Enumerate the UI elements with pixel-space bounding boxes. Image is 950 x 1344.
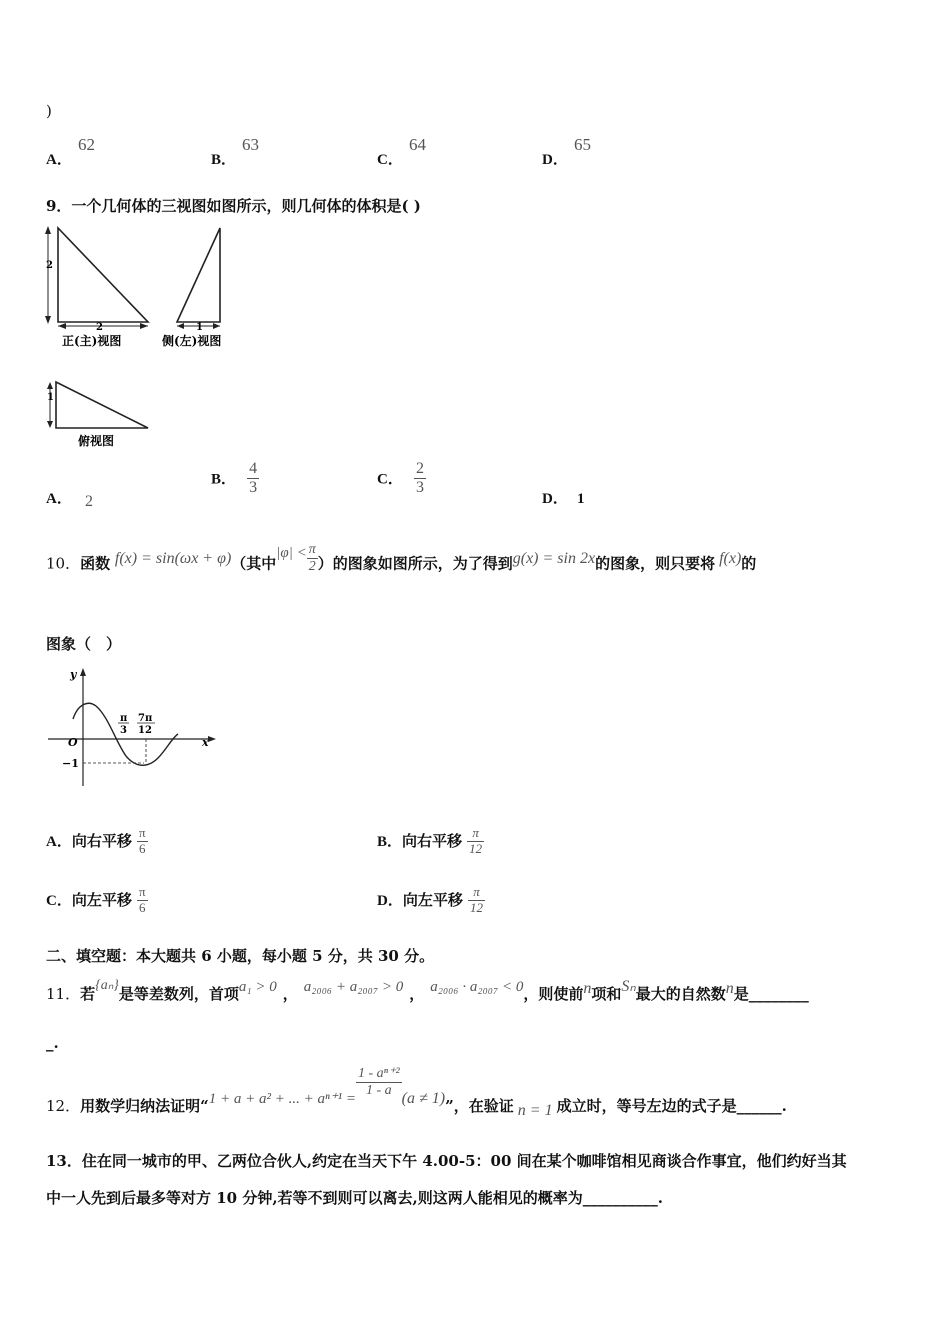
option-value: 1 <box>576 491 585 507</box>
fraction-denominator: 6 <box>138 899 146 915</box>
q11-text: 项和 <box>591 985 622 1003</box>
option-text: 向右平移 <box>71 831 132 850</box>
q11-n: n <box>583 980 592 997</box>
q8-option-d-value: 65 <box>574 135 591 154</box>
q12-lhs: 1 + a + a² + ... + aⁿ⁺¹ = <box>208 1090 356 1107</box>
q9-option-a <box>46 487 93 508</box>
fraction-denominator: 6 <box>138 840 146 856</box>
top-view <box>47 382 148 448</box>
fraction-numerator: π <box>138 884 146 899</box>
q11-number: 11． <box>46 985 81 1003</box>
option-text: 向左平移 <box>71 890 132 909</box>
section-2-heading: 二、填空题：本大题共 6 小题，每小题 5 分，共 30 分。 <box>46 947 435 965</box>
q8-closing-paren: ) <box>46 102 52 120</box>
q12-fraction <box>356 1066 402 1099</box>
q10-text: 的图象，则只要将 <box>595 554 716 573</box>
q11-stem-line2: _. <box>46 1034 59 1052</box>
q11-text: 最大的自然数 <box>635 985 726 1003</box>
q8-option-d <box>542 148 568 169</box>
q11-condition-1: a₁ > 0 <box>238 979 277 995</box>
option-fraction <box>137 885 148 916</box>
q10-f-expression: f(x) = sin(ωx + φ) <box>114 549 232 567</box>
option-fraction <box>467 826 484 857</box>
q8-option-a-value: 62 <box>78 135 95 154</box>
q10-f-short: f(x) <box>719 549 742 567</box>
option-label: A． <box>46 152 72 168</box>
fraction-denominator: 12 <box>469 840 483 856</box>
q8-option-c <box>377 148 403 169</box>
option-label: D． <box>542 491 568 507</box>
q11-sn: Sₙ <box>621 978 636 995</box>
origin-label: O <box>68 736 78 749</box>
q10-stem-line2: 图象（ ） <box>46 635 122 653</box>
fraction-denominator: 3 <box>249 479 258 497</box>
q11-separator: ， <box>282 985 298 1003</box>
y-axis-label: y <box>70 668 77 681</box>
q9-option-b <box>211 460 259 498</box>
q12-text: 用数学归纳法证明 <box>80 1096 201 1115</box>
q13-stem-line1: 13．住在同一城市的甲、乙两位合伙人,约定在当天下午 4.00-5：00 间在某个咖啡馆相见商谈合作事宜，他们约好当其 <box>46 1152 847 1170</box>
fraction-numerator: π <box>138 825 146 840</box>
option-label: A． <box>46 833 72 850</box>
q8-option-c-value: 64 <box>409 135 426 154</box>
fraction-numerator: 2 <box>414 460 426 479</box>
q10-text: 的 <box>741 554 757 573</box>
q8-option-b-value: 63 <box>242 135 259 154</box>
front-width-dim: 2 <box>96 322 103 333</box>
q10-number: 10． <box>46 554 81 573</box>
front-view <box>45 226 148 348</box>
option-label: C． <box>377 152 403 168</box>
fraction-denominator: 12 <box>469 899 483 915</box>
q8-option-b <box>211 148 236 169</box>
option-fraction <box>414 460 426 498</box>
option-fraction <box>137 826 148 857</box>
q10-text: 函数 <box>80 554 111 573</box>
tick2-denominator: 12 <box>138 725 152 736</box>
q12-condition: (a ≠ 1) <box>401 1089 446 1107</box>
q10-text: ）的图象如图所示，为了得到 <box>317 554 513 573</box>
q11-text: 是等差数列，首项 <box>118 985 239 1003</box>
q10-g-expression: g(x) = sin 2x <box>512 549 596 567</box>
option-label: B． <box>211 471 237 488</box>
q13-stem-line2: 中一人先到后最多等对方 10 分钟,若等不到则可以离去,则这两人能相见的概率为__________. <box>46 1189 663 1207</box>
option-label: A． <box>46 491 72 507</box>
option-label: D． <box>542 152 568 168</box>
q9-option-d <box>542 487 584 508</box>
q10-stem-line1 <box>46 542 757 581</box>
option-text: 向右平移 <box>402 831 463 850</box>
q10-option-a <box>46 826 148 857</box>
option-text: 向左平移 <box>402 890 463 909</box>
q11-sequence: {aₙ} <box>95 978 119 993</box>
side-view <box>161 228 221 348</box>
q10-text: （其中 <box>231 554 277 573</box>
neg-one-label: −1 <box>62 757 79 770</box>
q12-quote-close: ” <box>445 1096 454 1115</box>
option-label: B． <box>211 152 237 168</box>
q10-option-b <box>377 826 484 857</box>
top-height-dim: 1 <box>47 392 54 403</box>
q9-stem: 9．一个几何体的三视图如图所示，则几何体的体积是( ) <box>46 197 421 215</box>
q12-quote-open: “ <box>200 1096 209 1115</box>
front-height-dim: 2 <box>46 260 53 271</box>
q12-text: ，在验证 <box>453 1096 514 1115</box>
option-value: 2 <box>84 493 93 510</box>
option-fraction <box>247 460 259 498</box>
option-label: B． <box>377 833 403 850</box>
q9-three-views-figure <box>40 222 240 457</box>
q11-condition-3: a₂₀₀₆ · a₂₀₀₇ < 0 <box>430 979 524 995</box>
front-view-caption: 正(主)视图 <box>62 334 122 348</box>
q12-number: 12． <box>46 1096 81 1115</box>
option-label: D． <box>377 892 403 909</box>
q9-option-c <box>377 460 426 498</box>
q10-condition-lhs: |φ| < <box>276 544 307 561</box>
q10-option-c <box>46 885 148 916</box>
q10-option-d <box>377 885 485 916</box>
q12-n-equals-1: n = 1 <box>517 1101 553 1119</box>
q10-sine-graph <box>40 664 230 794</box>
q12-stem <box>46 1066 787 1119</box>
tick1-numerator: π <box>120 713 128 724</box>
q11-stem-line1 <box>46 978 809 1004</box>
x-axis-label: x <box>202 736 209 749</box>
q11-condition-2: a₂₀₀₆ + a₂₀₀₇ > 0 <box>303 979 404 995</box>
q11-text: ，则使前 <box>523 985 584 1003</box>
q12-text: 成立时，等号左边的式子是______. <box>556 1096 787 1115</box>
fraction-numerator: π <box>307 542 318 559</box>
fraction-numerator: 4 <box>247 460 259 479</box>
fraction-numerator: 1 - aⁿ⁺² <box>356 1066 402 1083</box>
fraction-numerator: π <box>468 885 485 901</box>
fraction-numerator: π <box>467 826 484 842</box>
q8-option-a <box>46 148 72 169</box>
tick2-numerator: 7π <box>138 713 153 724</box>
option-label: C． <box>46 892 72 909</box>
q10-condition-fraction <box>307 542 318 575</box>
q11-text: 若 <box>80 985 96 1003</box>
q11-n: n <box>725 980 734 997</box>
fraction-denominator: 3 <box>415 479 424 497</box>
q11-separator: ， <box>409 985 425 1003</box>
option-label: C． <box>377 471 403 488</box>
top-view-caption: 俯视图 <box>78 434 115 448</box>
fraction-denominator: 2 <box>308 559 316 575</box>
q11-text: 是________ <box>733 985 809 1003</box>
option-fraction <box>468 885 485 916</box>
fraction-denominator: 1 - a <box>366 1083 392 1099</box>
tick1-denominator: 3 <box>120 725 127 736</box>
side-width-dim: 1 <box>196 322 203 333</box>
side-view-caption: 侧(左)视图 <box>162 334 222 348</box>
